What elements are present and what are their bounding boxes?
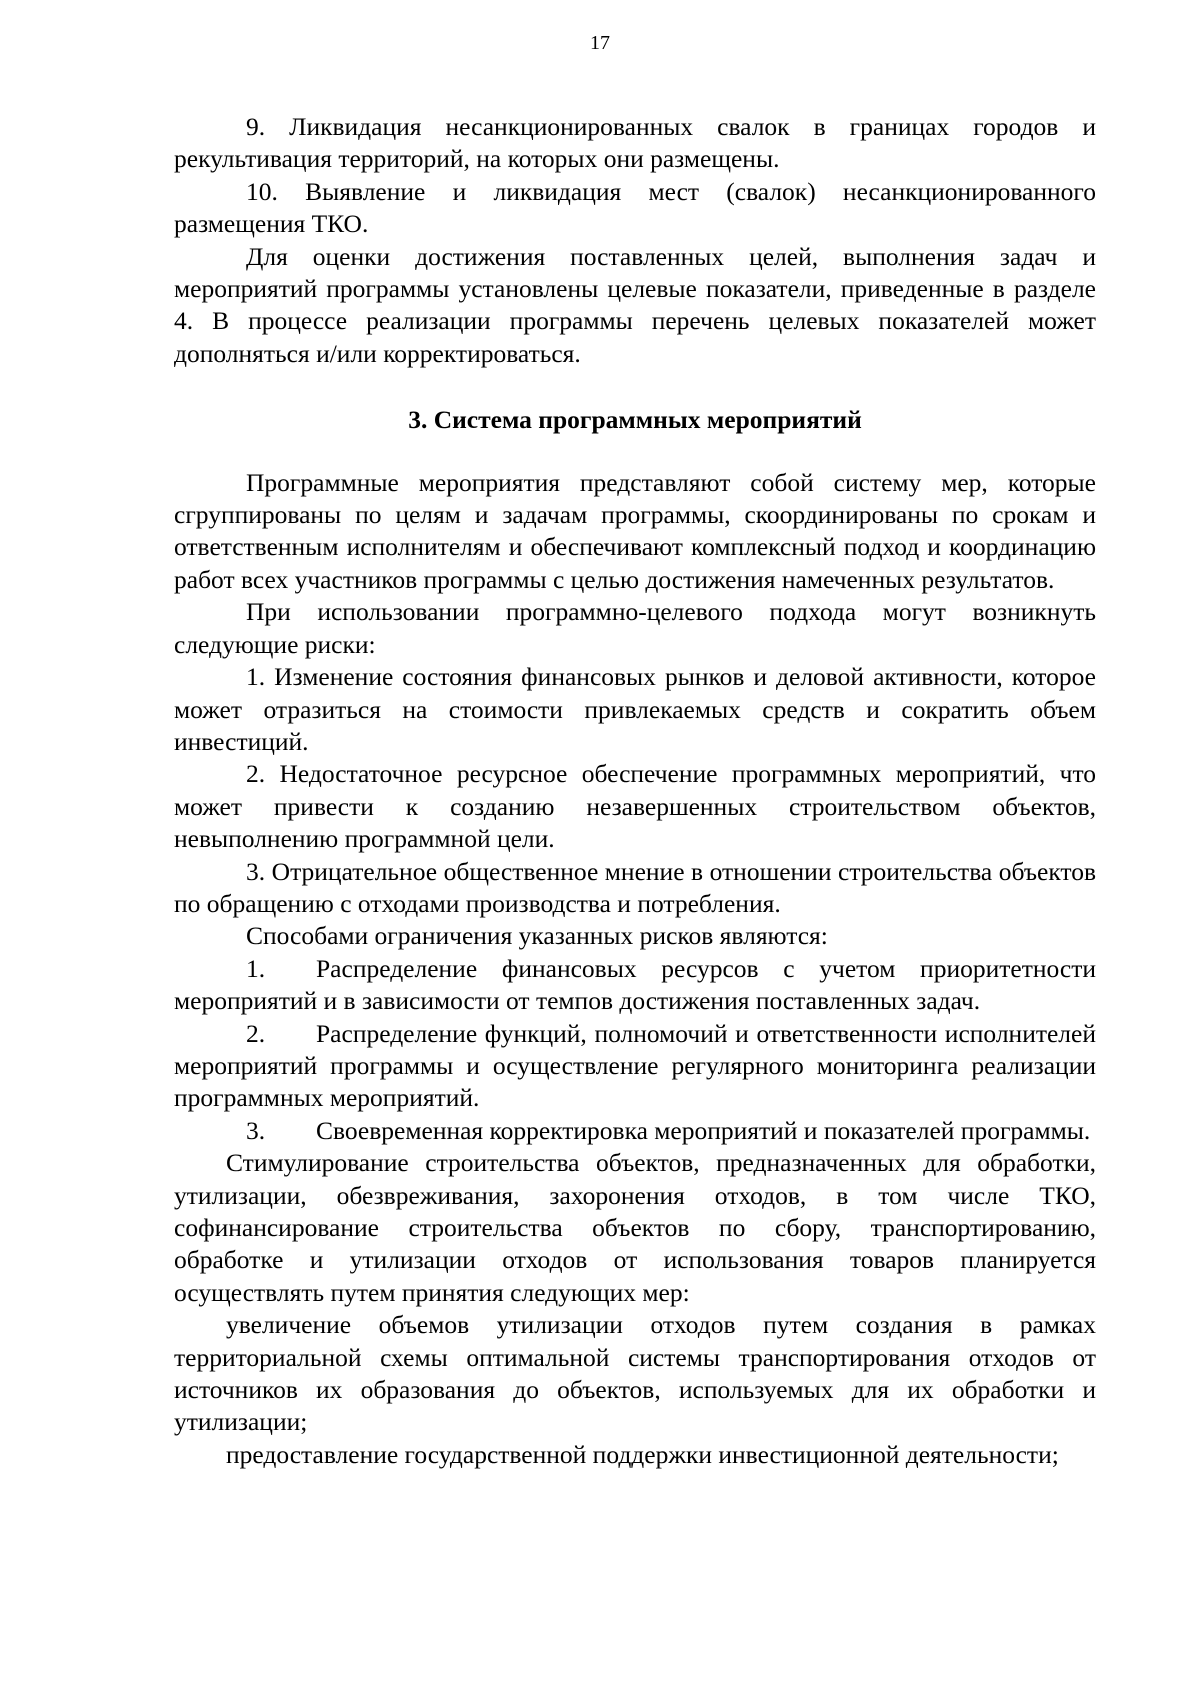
list-number: 3. — [246, 1115, 266, 1145]
list-number: 2. — [246, 1018, 266, 1048]
paragraph-target-indicators: Для оценки достижения поставленных целей, выполнения задач и мероприятий программы установлены целевые показатели, приведенные в разделе 4. В процессе реализации программы перечень целевых показателей может дополняться и/или корректироваться. — [174, 241, 1096, 368]
paragraph-measure-state-support: предоставление государственной поддержки инвестиционной деятельности; — [226, 1439, 1059, 1469]
list-item-text: Распределение функций, полномочий и ответственности исполнителей мероприятий программы и осуществление регулярного мониторинга реализации программных мероприятий. — [174, 1018, 1096, 1113]
paragraph-task-9: 9. Ликвидация несанкционированных свалок в границах городов и рекультивация территорий, на которых они размещены. — [174, 112, 1096, 174]
paragraph-measure-recycling: увеличение объемов утилизации отходов путем создания в рамках территориальной схемы оптимальной системы транспортирования отходов от источников их образования до объектов, используемых для их обработки и утилизации; — [174, 1310, 1096, 1437]
document-body — [174, 111, 1096, 1471]
list-number: 1. — [246, 953, 266, 983]
paragraph-risk-1: 1. Изменение состояния финансовых рынков и деловой активности, которое может отразиться на стоимости привлекаемых средств и сократить объем инвестиций. — [174, 662, 1096, 756]
page-number: 17 — [590, 32, 610, 54]
section-heading: 3. Система программных мероприятий — [408, 405, 862, 435]
paragraph-risk-3: 3. Отрицательное общественное мнение в отношении строительства объектов по обращению с отходами производства и потребления. — [174, 856, 1096, 918]
mitigation-item-1 — [174, 953, 1096, 1018]
paragraph-mitigation-intro: Способами ограничения указанных рисков являются: — [246, 921, 828, 951]
paragraph-risk-2: 2. Недостаточное ресурсное обеспечение программных мероприятий, что может привести к созданию незавершенных строительством объектов, невыполнению программной цели. — [174, 759, 1096, 854]
mitigation-item-2 — [174, 1018, 1096, 1115]
paragraph-risks-intro: При использовании программно-целевого подхода могут возникнуть следующие риски: — [174, 597, 1096, 659]
list-item-text: Распределение финансовых ресурсов с учетом приоритетности мероприятий и в зависимости от темпов достижения поставленных задач. — [174, 953, 1096, 1016]
list-item-text: Своевременная корректировка мероприятий и показателей программы. — [316, 1115, 1091, 1145]
paragraph-stimulation: Стимулирование строительства объектов, предназначенных для обработки, утилизации, обезвреживания, захоронения отходов, в том числе ТКО, софинансирование строительства объектов по сбору, транспортированию, обработке и утилизации отходов от использования товаров планируется осуществлять путем принятия следующих мер: — [174, 1148, 1096, 1307]
paragraph-program-measures: Программные мероприятия представляют собой систему мер, которые сгруппированы по целям и задачам программы, скоординированы по срокам и ответственным исполнителям и обеспечивают комплексный подход и координацию работ всех участников программы с целью достижения намеченных результатов. — [174, 467, 1096, 594]
paragraph-task-10: 10. Выявление и ликвидация мест (свалок) несанкционированного размещения ТКО. — [174, 176, 1096, 239]
mitigation-item-3 — [174, 1115, 1096, 1147]
